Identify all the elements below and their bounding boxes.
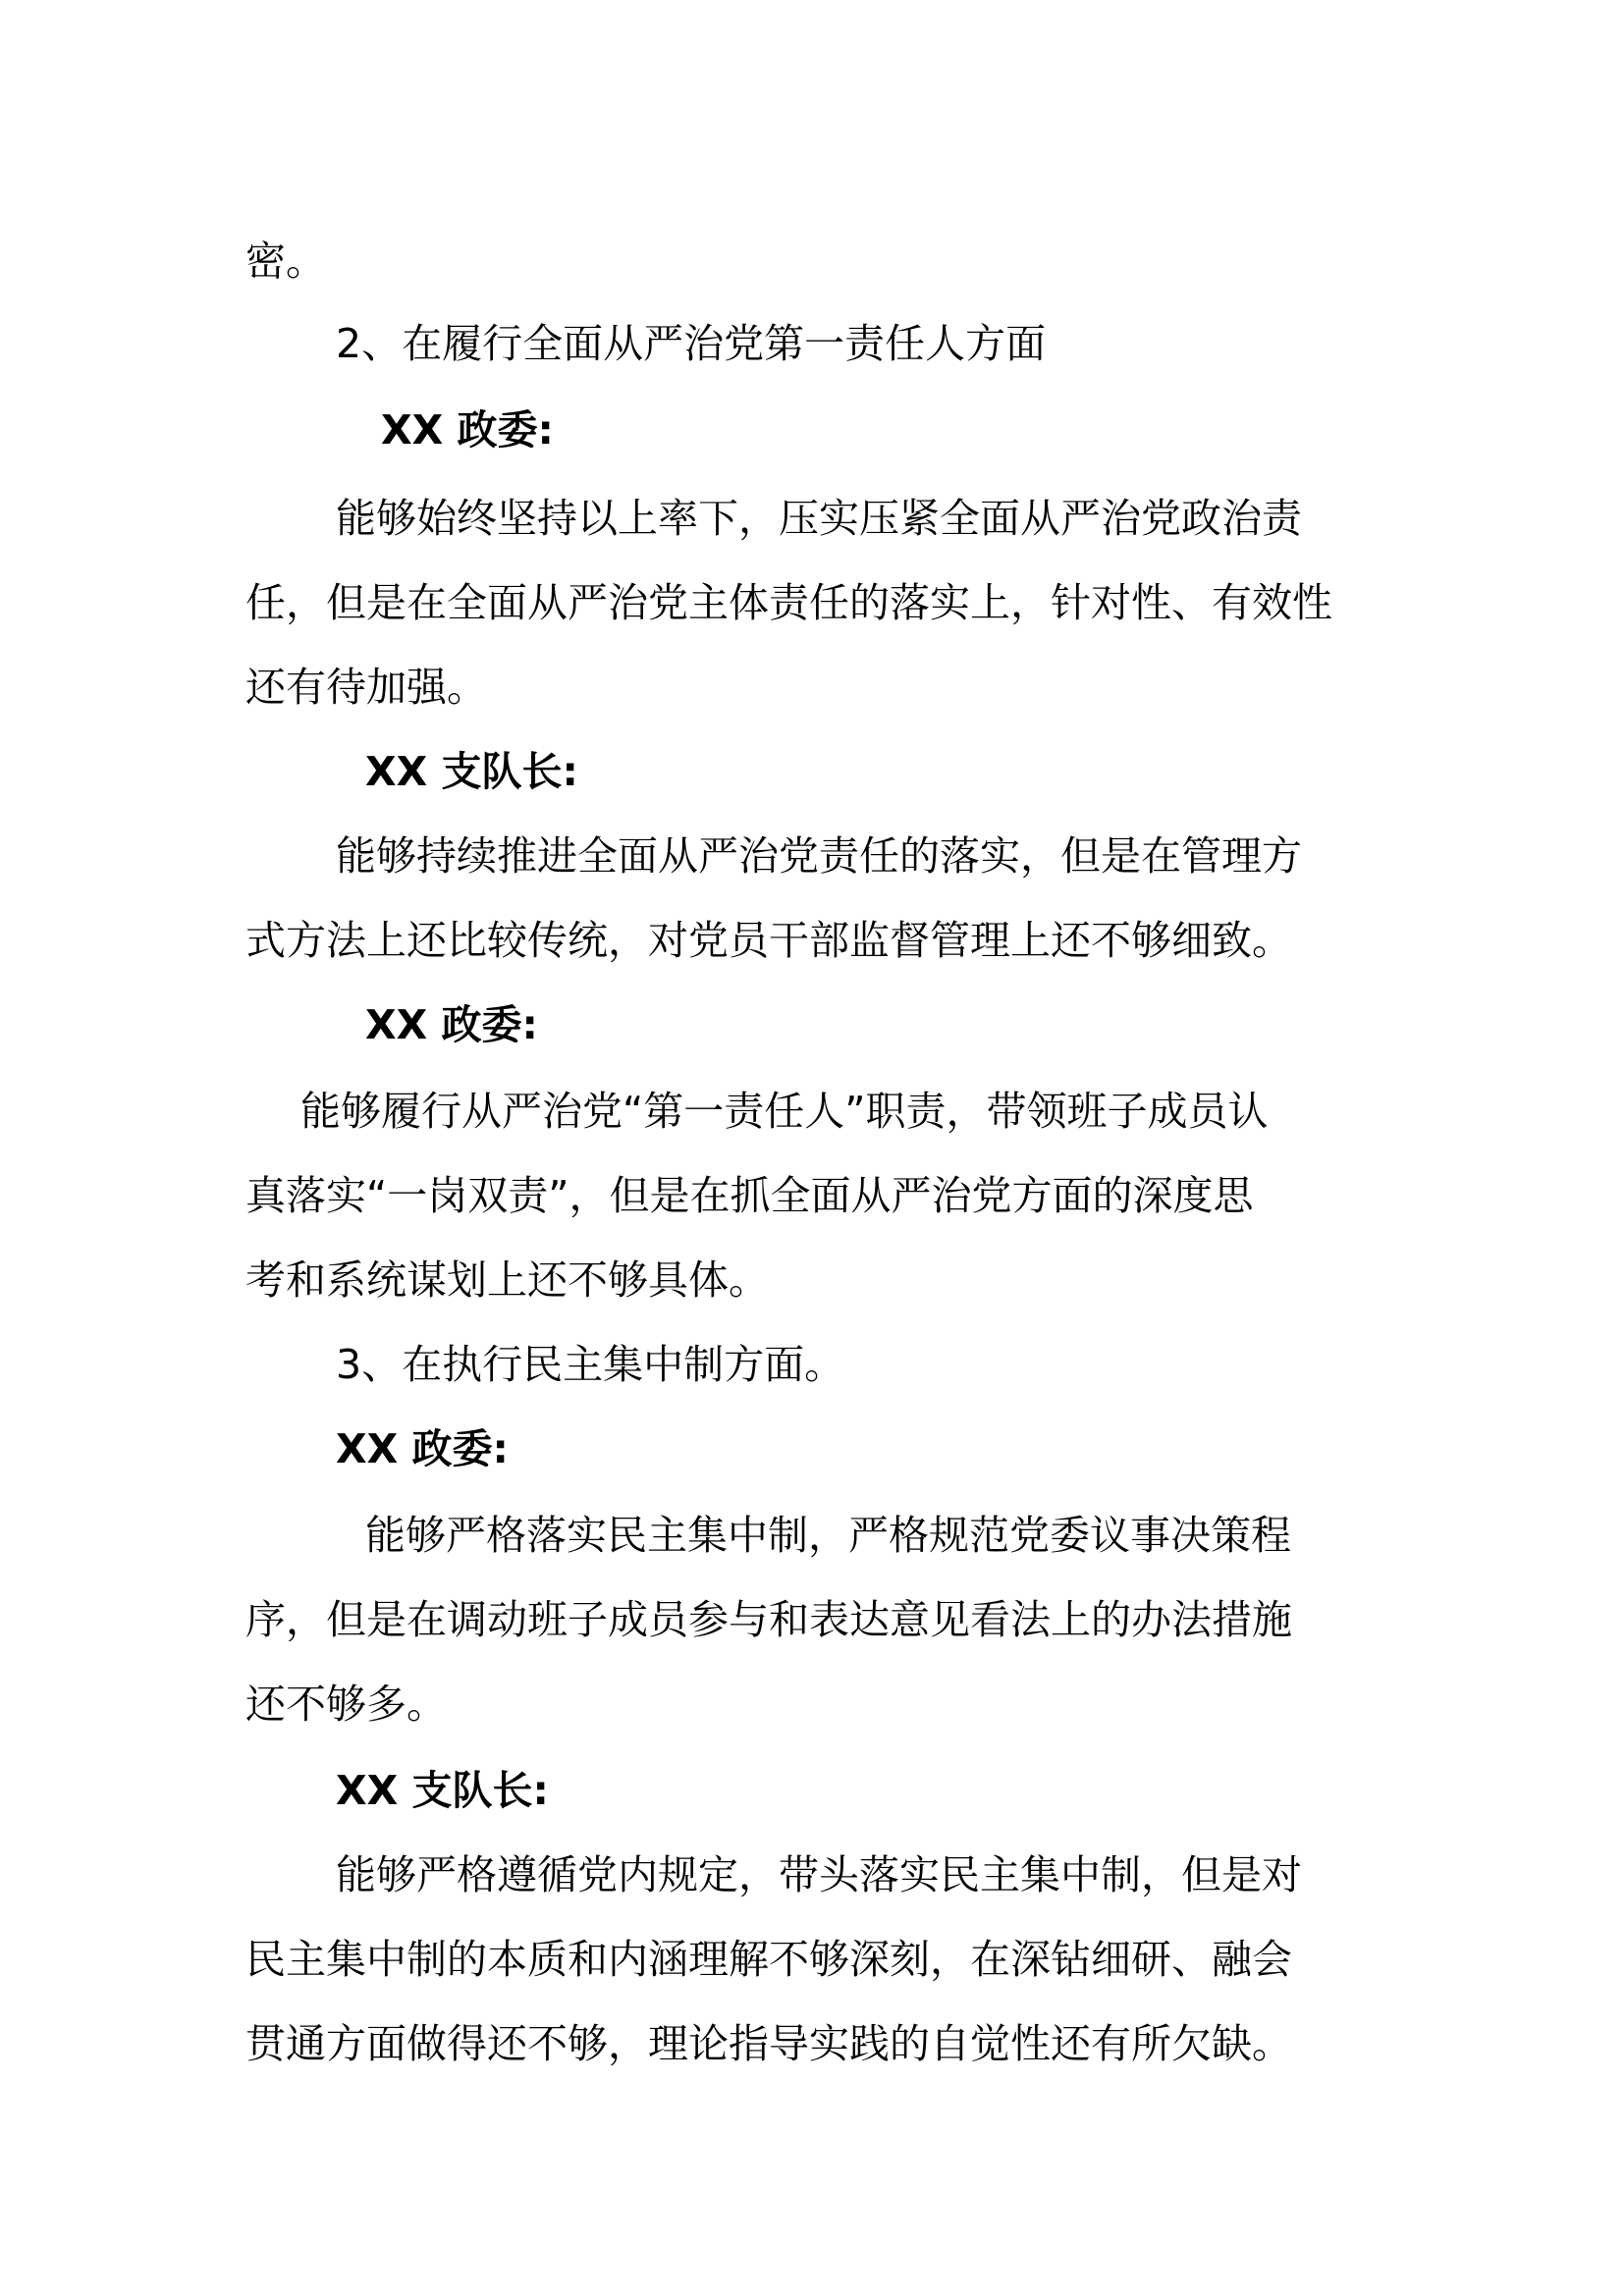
paragraph-line: 能够持续推进全面从严治党责任的落实，但是在管理方 xyxy=(336,832,1302,880)
paragraph-line: 能够始终坚持以上率下，压实压紧全面从严治党政治责 xyxy=(336,495,1302,542)
paragraph-line: 式方法上还比较传统，对党员干部监督管理上还不够细致。 xyxy=(245,917,1292,964)
paragraph-line: 真落实“一岗双责”，但是在抓全面从严治党方面的深度思 xyxy=(245,1172,1254,1219)
speaker-label: XX 政委: xyxy=(336,1425,509,1472)
paragraph-line: 民主集中制的本质和内涵理解不够深刻，在深钻细研、融会 xyxy=(245,1936,1292,1983)
paragraph-line: 能够履行从严治党“第一责任人”职责，带领班子成员认 xyxy=(300,1088,1269,1135)
paragraph-line: 能够严格落实民主集中制，严格规范党委议事决策程 xyxy=(365,1512,1291,1559)
paragraph-line: 还有待加强。 xyxy=(245,664,487,711)
section-heading-3: 3、在执行民主集中制方面。 xyxy=(336,1341,845,1388)
text-line-1: 密。 xyxy=(245,238,326,285)
speaker-label: XX 政委: xyxy=(365,1001,538,1048)
paragraph-line: 贯通方面做得还不够，理论指导实践的自觉性还有所欠缺。 xyxy=(245,2020,1292,2067)
paragraph-line: 考和系统谋划上还不够具体。 xyxy=(245,1256,769,1304)
speaker-label: XX 支队长: xyxy=(365,748,578,795)
paragraph-line: 序，但是在调动班子成员参与和表达意见看法上的办法措施 xyxy=(245,1596,1292,1643)
paragraph-line: 能够严格遵循党内规定，带头落实民主集中制，但是对 xyxy=(336,1851,1302,1898)
paragraph-line: 还不够多。 xyxy=(245,1681,447,1728)
paragraph-line: 任，但是在全面从严治党主体责任的落实上，针对性、有效性 xyxy=(245,579,1332,626)
speaker-label: XX 政委: xyxy=(381,406,554,454)
section-heading-2: 2、在履行全面从严治党第一责任人方面 xyxy=(336,320,1047,367)
speaker-label: XX 支队长: xyxy=(336,1767,549,1814)
